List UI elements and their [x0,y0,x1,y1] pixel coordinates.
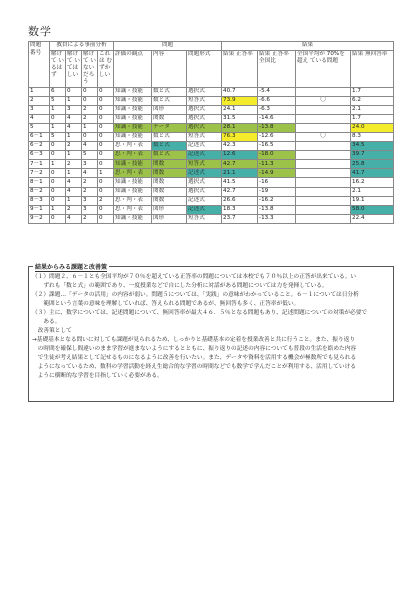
table-row [29,160,394,169]
cell-blank: 1.7 [351,87,394,96]
header-survey-col: 解けて いるは ず [50,50,66,87]
cell-no: 6－2 [29,142,50,151]
cell-a: 6 [50,87,66,96]
cell-format: 短答式 [187,214,222,223]
cell-content: 図形 [152,214,187,223]
cell-diff: -5.4 [258,87,296,96]
cell-a: 1 [50,123,66,132]
cell-diff: -6.6 [258,96,296,105]
cell-blank: 8.3 [351,132,394,141]
cell-view: 知識・技能 [114,96,152,105]
cell-a: 1 [50,105,66,114]
cell-diff: -13.8 [258,205,296,214]
cell-b: 1 [66,151,82,160]
header-survey-col: 解けて いては しい [66,50,82,87]
cell-c: 3 [82,196,98,205]
cell-b: 4 [66,214,82,223]
cell-format: 短答式 [187,132,222,141]
cell-c: 2 [82,114,98,123]
table-row [29,114,394,123]
cell-rate: 23.7 [222,214,258,223]
results-table-body [29,87,394,223]
cell-blank: 58.0 [351,205,394,214]
cell-content: 数と式 [152,142,187,151]
findings-line: →基礎基本となる問いに対しても課題が見られるため、しっかりと基礎基本の定着を授業改善と共に行うこと。また、振り返り [32,337,356,343]
cell-no: 6－1 [29,132,50,141]
cell-blank: 2.1 [351,105,394,114]
cell-blank: 24.0 [351,123,394,132]
cell-over: 〇 [296,96,351,105]
cell-c: 0 [82,87,98,96]
findings-line: ようになっているため、数科の学習活動を経え生総合的な学習の時間などでも数学で学んだことが利用する、活用していける [32,364,356,370]
cell-view: 知識・技能 [114,187,152,196]
cell-d: 1 [98,169,114,178]
cell-diff: -16.2 [258,196,296,205]
cell-view: 知識・技能 [114,87,152,96]
cell-diff: -14.6 [258,114,296,123]
findings-line: （１）問題２、６－１とも全国平均が７０％を超えている正答率の問題については本校でも７０％以上の正答が出来ている。い [32,274,357,280]
results-table [28,41,394,224]
header-problem-col: 問題形式 [187,50,222,87]
cell-content: 関数 [152,114,187,123]
findings-panel-title: 結果からみる課題と改善策 [35,264,108,271]
cell-no: 9－2 [29,214,50,223]
cell-no: 2 [29,96,50,105]
cell-content: 図形 [152,205,187,214]
cell-over [296,105,351,114]
table-row [29,205,394,214]
table-row [29,123,394,132]
cell-over [296,196,351,205]
header-problem-col: 内容 [152,50,187,87]
cell-view: 思・判・表 [114,151,152,160]
cell-diff: -13.8 [258,123,296,132]
cell-no: 8－1 [29,178,50,187]
cell-format: 選択式 [187,105,222,114]
cell-content: 数と式 [152,87,187,96]
cell-no: 4 [29,114,50,123]
table-row [29,132,394,141]
cell-over [296,214,351,223]
cell-view: 知識・技能 [114,123,152,132]
cell-d: 0 [98,105,114,114]
cell-format: 記述式 [187,142,222,151]
cell-view: 思・判・表 [114,205,152,214]
cell-rate: 21.1 [222,169,258,178]
cell-diff: -16 [258,178,296,187]
table-row [29,96,394,105]
cell-b: 2 [66,205,82,214]
page-title: 数学 [28,25,52,38]
cell-c: 2 [82,105,98,114]
findings-line: ある。 [32,319,61,325]
cell-format: 選択式 [187,123,222,132]
cell-blank: 25.8 [351,160,394,169]
findings-line: 範囲という言葉の意味を理解していれば、答えられる問題であるが、無回答も多く、正答率が低い。 [32,301,300,307]
cell-view: 知識・技能 [114,214,152,223]
cell-format: 選択式 [187,178,222,187]
cell-b: 4 [66,187,82,196]
cell-a: 0 [50,114,66,123]
cell-diff: -13.3 [258,214,296,223]
cell-format: 記述式 [187,196,222,205]
cell-rate: 12.6 [222,151,258,160]
cell-over [296,169,351,178]
cell-rate: 42.3 [222,142,258,151]
table-row [29,142,394,151]
cell-rate: 76.3 [222,132,258,141]
cell-d: 0 [98,178,114,187]
cell-blank: 41.7 [351,169,394,178]
cell-content: 図形 [152,105,187,114]
cell-over [296,205,351,214]
cell-c: 0 [82,96,98,105]
header-survey-col: これは むずか しい [98,50,114,87]
cell-diff: -18.0 [258,151,296,160]
cell-b: 3 [66,105,82,114]
header-result-col: 結果 正答率 [222,50,258,87]
cell-content: 関数 [152,196,187,205]
cell-b: 4 [66,178,82,187]
cell-c: 5 [82,151,98,160]
cell-b: 1 [66,169,82,178]
table-row [29,87,394,96]
cell-d: 0 [98,160,114,169]
cell-diff: -6.3 [258,105,296,114]
cell-no: 7－1 [29,160,50,169]
cell-content: 関数 [152,178,187,187]
table-row [29,169,394,178]
cell-diff: -12.6 [258,132,296,141]
cell-b: 2 [66,160,82,169]
cell-view: 知識・技能 [114,105,152,114]
cell-no: 9－1 [29,205,50,214]
cell-rate: 42.7 [222,160,258,169]
cell-a: 0 [50,187,66,196]
cell-c: 4 [82,142,98,151]
table-row [29,214,394,223]
cell-a: 0 [50,214,66,223]
cell-c: 2 [82,187,98,196]
cell-diff: -11.3 [258,160,296,169]
cell-content: 数と式 [152,151,187,160]
cell-over [296,142,351,151]
cell-over [296,87,351,96]
cell-format: 短答式 [187,96,222,105]
cell-blank: 6.2 [351,96,394,105]
cell-rate: 42.7 [222,187,258,196]
header-result-col: 全国平均が 70%を超え ている問題 [296,50,351,87]
cell-c: 2 [82,214,98,223]
cell-d: 0 [98,205,114,214]
cell-d: 0 [98,151,114,160]
cell-view: 知識・技能 [114,114,152,123]
header-problem-group: 問題 [114,42,222,51]
cell-view: 知識・技能 [114,178,152,187]
header-problem-col: 評価の観点 [114,50,152,87]
table-row [29,196,394,205]
cell-no: 3 [29,105,50,114]
cell-blank: 19.1 [351,196,394,205]
cell-diff: -14.9 [258,169,296,178]
cell-view: 思・判・表 [114,142,152,151]
cell-view: 思・判・表 [114,169,152,178]
cell-format: 選択式 [187,187,222,196]
cell-c: 1 [82,123,98,132]
header-q-no: 問題 番号 [29,42,50,88]
cell-over [296,114,351,123]
cell-content: 関数 [152,160,187,169]
cell-d: 0 [98,87,114,96]
cell-a: 0 [50,196,66,205]
cell-c: 2 [82,178,98,187]
cell-c: 4 [82,169,98,178]
cell-rate: 18.3 [222,205,258,214]
cell-view: 思・判・表 [114,196,152,205]
cell-over [296,151,351,160]
table-row [29,187,394,196]
cell-rate: 31.5 [222,114,258,123]
findings-line: ずれも「数と式」の範囲であり、一度授業などで自にした分析に対話がある問題については力を発揮している。 [32,283,328,289]
cell-content: データ [152,123,187,132]
header-result-col: 結果 正答率 全国比 [258,50,296,87]
cell-d: 0 [98,132,114,141]
cell-c: 3 [82,160,98,169]
cell-b: 4 [66,114,82,123]
cell-no: 1 [29,87,50,96]
cell-d: 0 [98,142,114,151]
cell-content: 関数 [152,169,187,178]
header-result-group: 結果 [222,42,394,51]
cell-a: 0 [50,142,66,151]
cell-d: 0 [98,96,114,105]
cell-d: 0 [98,123,114,132]
cell-diff: -19 [258,187,296,196]
cell-over [296,160,351,169]
table-row [29,178,394,187]
cell-over [296,123,351,132]
findings-line: で生徒が考え結果として記せるものになるように改善を行いたい。また、データや資料を活用する機会が極数所でも見られる [32,355,357,361]
cell-no: 7－2 [29,169,50,178]
cell-format: 記述式 [187,151,222,160]
cell-view: 知識・技能 [114,160,152,169]
cell-a: 5 [50,96,66,105]
cell-blank: 2.1 [351,187,394,196]
cell-format: 選択式 [187,87,222,96]
cell-rate: 40.7 [222,87,258,96]
cell-a: 0 [50,178,66,187]
cell-format: 選択式 [187,114,222,123]
cell-blank: 1.7 [351,114,394,123]
cell-a: 0 [50,169,66,178]
cell-blank: 34.5 [351,142,394,151]
cell-over [296,178,351,187]
cell-b: 4 [66,123,82,132]
cell-rate: 73.9 [222,96,258,105]
findings-line: 改善策として [32,328,72,334]
cell-diff: -16.5 [258,142,296,151]
cell-rate: 24.1 [222,105,258,114]
cell-b: 1 [66,96,82,105]
cell-rate: 26.6 [222,196,258,205]
cell-over [296,187,351,196]
findings-line: の時間を確保し間違いのまま学習が進まないようにするとともに、振り返りの記述の内容についても普段の生活を絡めた内容 [32,346,357,352]
cell-no: 8－3 [29,196,50,205]
findings-line: （３）主に、数学については、記述問題について、無回答率が最大４６．５％となる問題もあり、記述問題についての対策が必要で [32,310,368,316]
cell-a: 1 [50,160,66,169]
cell-rate: 28.1 [222,123,258,132]
cell-content: 数と式 [152,132,187,141]
cell-a: 5 [50,132,66,141]
cell-a: 0 [50,151,66,160]
table-row [29,105,394,114]
cell-b: 2 [66,142,82,151]
cell-content: 数と式 [152,96,187,105]
table-row [29,151,394,160]
cell-b: 0 [66,87,82,96]
cell-blank: 16.2 [351,178,394,187]
cell-b: 1 [66,196,82,205]
cell-over: 〇 [296,132,351,141]
header-survey-col: 解けて いない だろう [83,50,96,86]
findings-line: （２）課題…「データの活用」の内容が弱い。問題５については、「実践」の意味がわかっていること。６－１については日分析 [32,292,359,298]
cell-d: 2 [98,196,114,205]
cell-a: 1 [50,205,66,214]
cell-format: 記述式 [187,169,222,178]
cell-content: 関数 [152,187,187,196]
cell-blank: 39.7 [351,151,394,160]
cell-rate: 41.5 [222,178,258,187]
header-survey-group: 教員による事前分析 [50,42,114,51]
findings-line: ように横断的な学習を目指していく必要がある。 [32,373,163,379]
cell-c: 0 [82,132,98,141]
cell-view: 知識・技能 [114,132,152,141]
cell-d: 0 [98,114,114,123]
cell-no: 6－3 [29,151,50,160]
cell-c: 3 [82,205,98,214]
cell-no: 5 [29,123,50,132]
cell-no: 8－2 [29,187,50,196]
cell-blank: 22.4 [351,214,394,223]
cell-d: 0 [98,214,114,223]
cell-b: 1 [66,132,82,141]
cell-format: 短答式 [187,160,222,169]
cell-d: 0 [98,187,114,196]
cell-format: 記述式 [187,205,222,214]
header-result-col: 結果 無回答率 [351,50,394,87]
